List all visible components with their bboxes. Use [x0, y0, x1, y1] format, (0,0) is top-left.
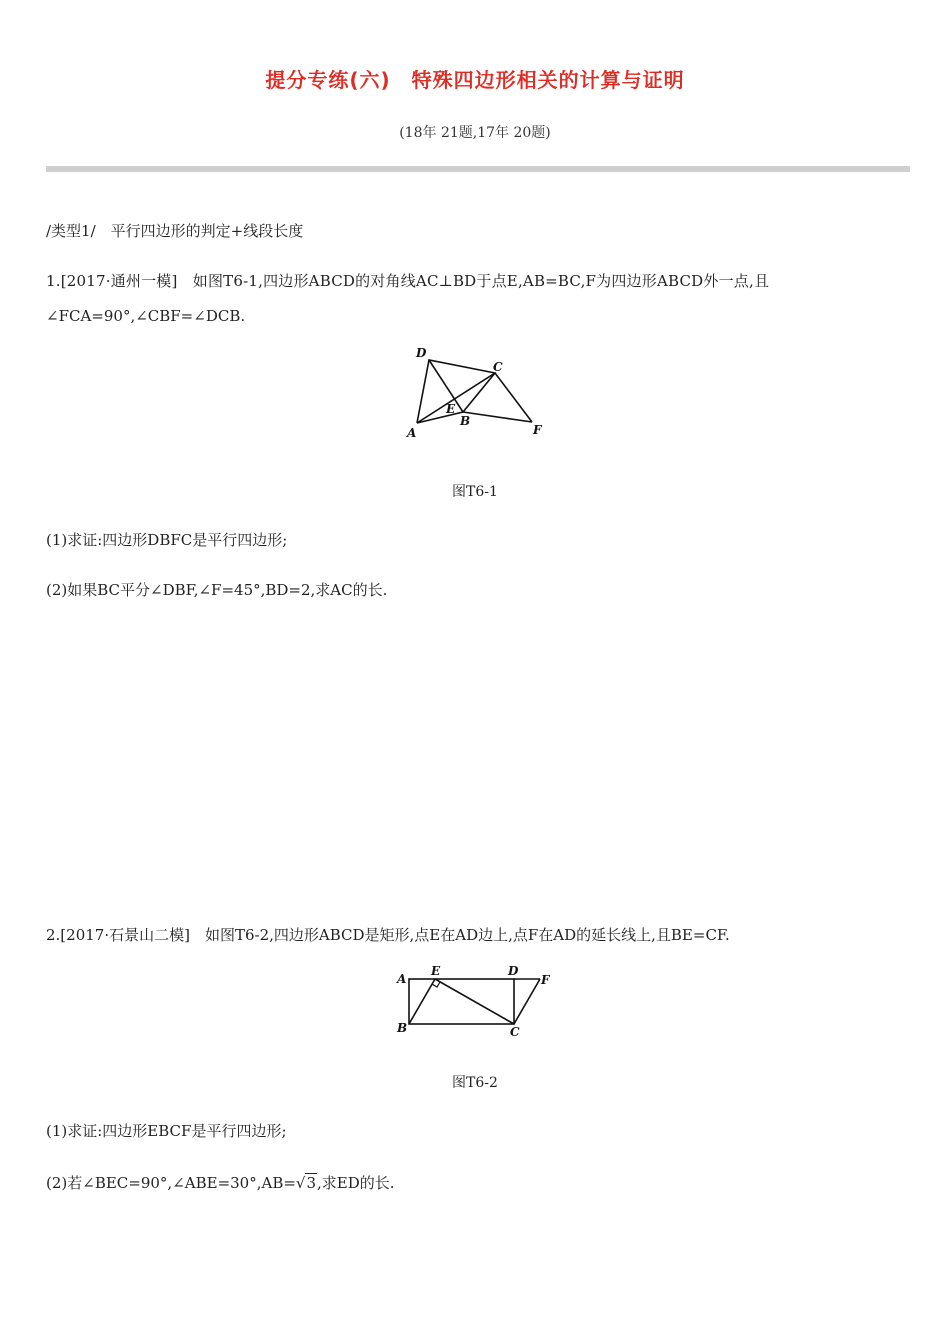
figure-t6-1-caption: 图T6-1 [452, 484, 498, 500]
rect-abcd [409, 979, 514, 1024]
q1-part1: (1)求证:四边形DBFC是平行四边形; [46, 531, 288, 549]
label-c: C [510, 1025, 520, 1039]
label-b: B [397, 1021, 408, 1035]
sqrt-radicand: 3 [306, 1174, 317, 1192]
page-title: 提分专练(六) 特殊四边形相关的计算与证明 [265, 68, 685, 92]
q1-statement-line2: ∠FCA=90°,∠CBF=∠DCB. [46, 307, 246, 325]
label-a: A [397, 972, 407, 986]
figure-t6-2-caption: 图T6-2 [452, 1075, 498, 1091]
sqrt-symbol: √3 [295, 1174, 317, 1192]
segment-bf [463, 412, 532, 422]
segment-ec [435, 979, 514, 1024]
segment-be [409, 979, 435, 1024]
figure-t6-2 [390, 962, 560, 1042]
section-label: /类型1/ 平行四边形的判定+线段长度 [46, 222, 304, 240]
q2-part2-prefix: (2)若∠BEC=90°,∠ABE=30°,AB= [46, 1174, 296, 1192]
q2-part2 [46, 1172, 395, 1193]
segment-cf [495, 373, 532, 422]
figure-t6-1 [400, 346, 560, 446]
label-f: F [533, 423, 542, 437]
q2-part2-suffix: ,求ED的长. [317, 1174, 395, 1192]
q1-statement-line1: 1.[2017·通州一模] 如图T6-1,四边形ABCD的对角线AC⊥BD于点E,AB=BC,F为四边形ABCD外一点,且 [46, 272, 770, 290]
label-e: E [431, 964, 441, 978]
q2-statement-line1: 2.[2017·石景山二模] 如图T6-2,四边形ABCD是矩形,点E在AD边上,点F在AD的延长线上,且BE=CF. [46, 926, 730, 944]
label-f: F [541, 973, 550, 987]
label-d: D [508, 964, 519, 978]
page-subtitle: (18年 21题,17年 20题) [399, 125, 551, 141]
q2-part1: (1)求证:四边形EBCF是平行四边形; [46, 1122, 287, 1140]
segment-cf [514, 979, 540, 1024]
header-divider [46, 166, 910, 172]
label-e: E [446, 402, 456, 416]
quad-abcd [417, 360, 495, 423]
label-c: C [493, 360, 503, 374]
label-d: D [416, 346, 427, 360]
q1-part2: (2)如果BC平分∠DBF,∠F=45°,BD=2,求AC的长. [46, 581, 388, 599]
label-b: B [460, 414, 471, 428]
label-a: A [407, 426, 417, 440]
